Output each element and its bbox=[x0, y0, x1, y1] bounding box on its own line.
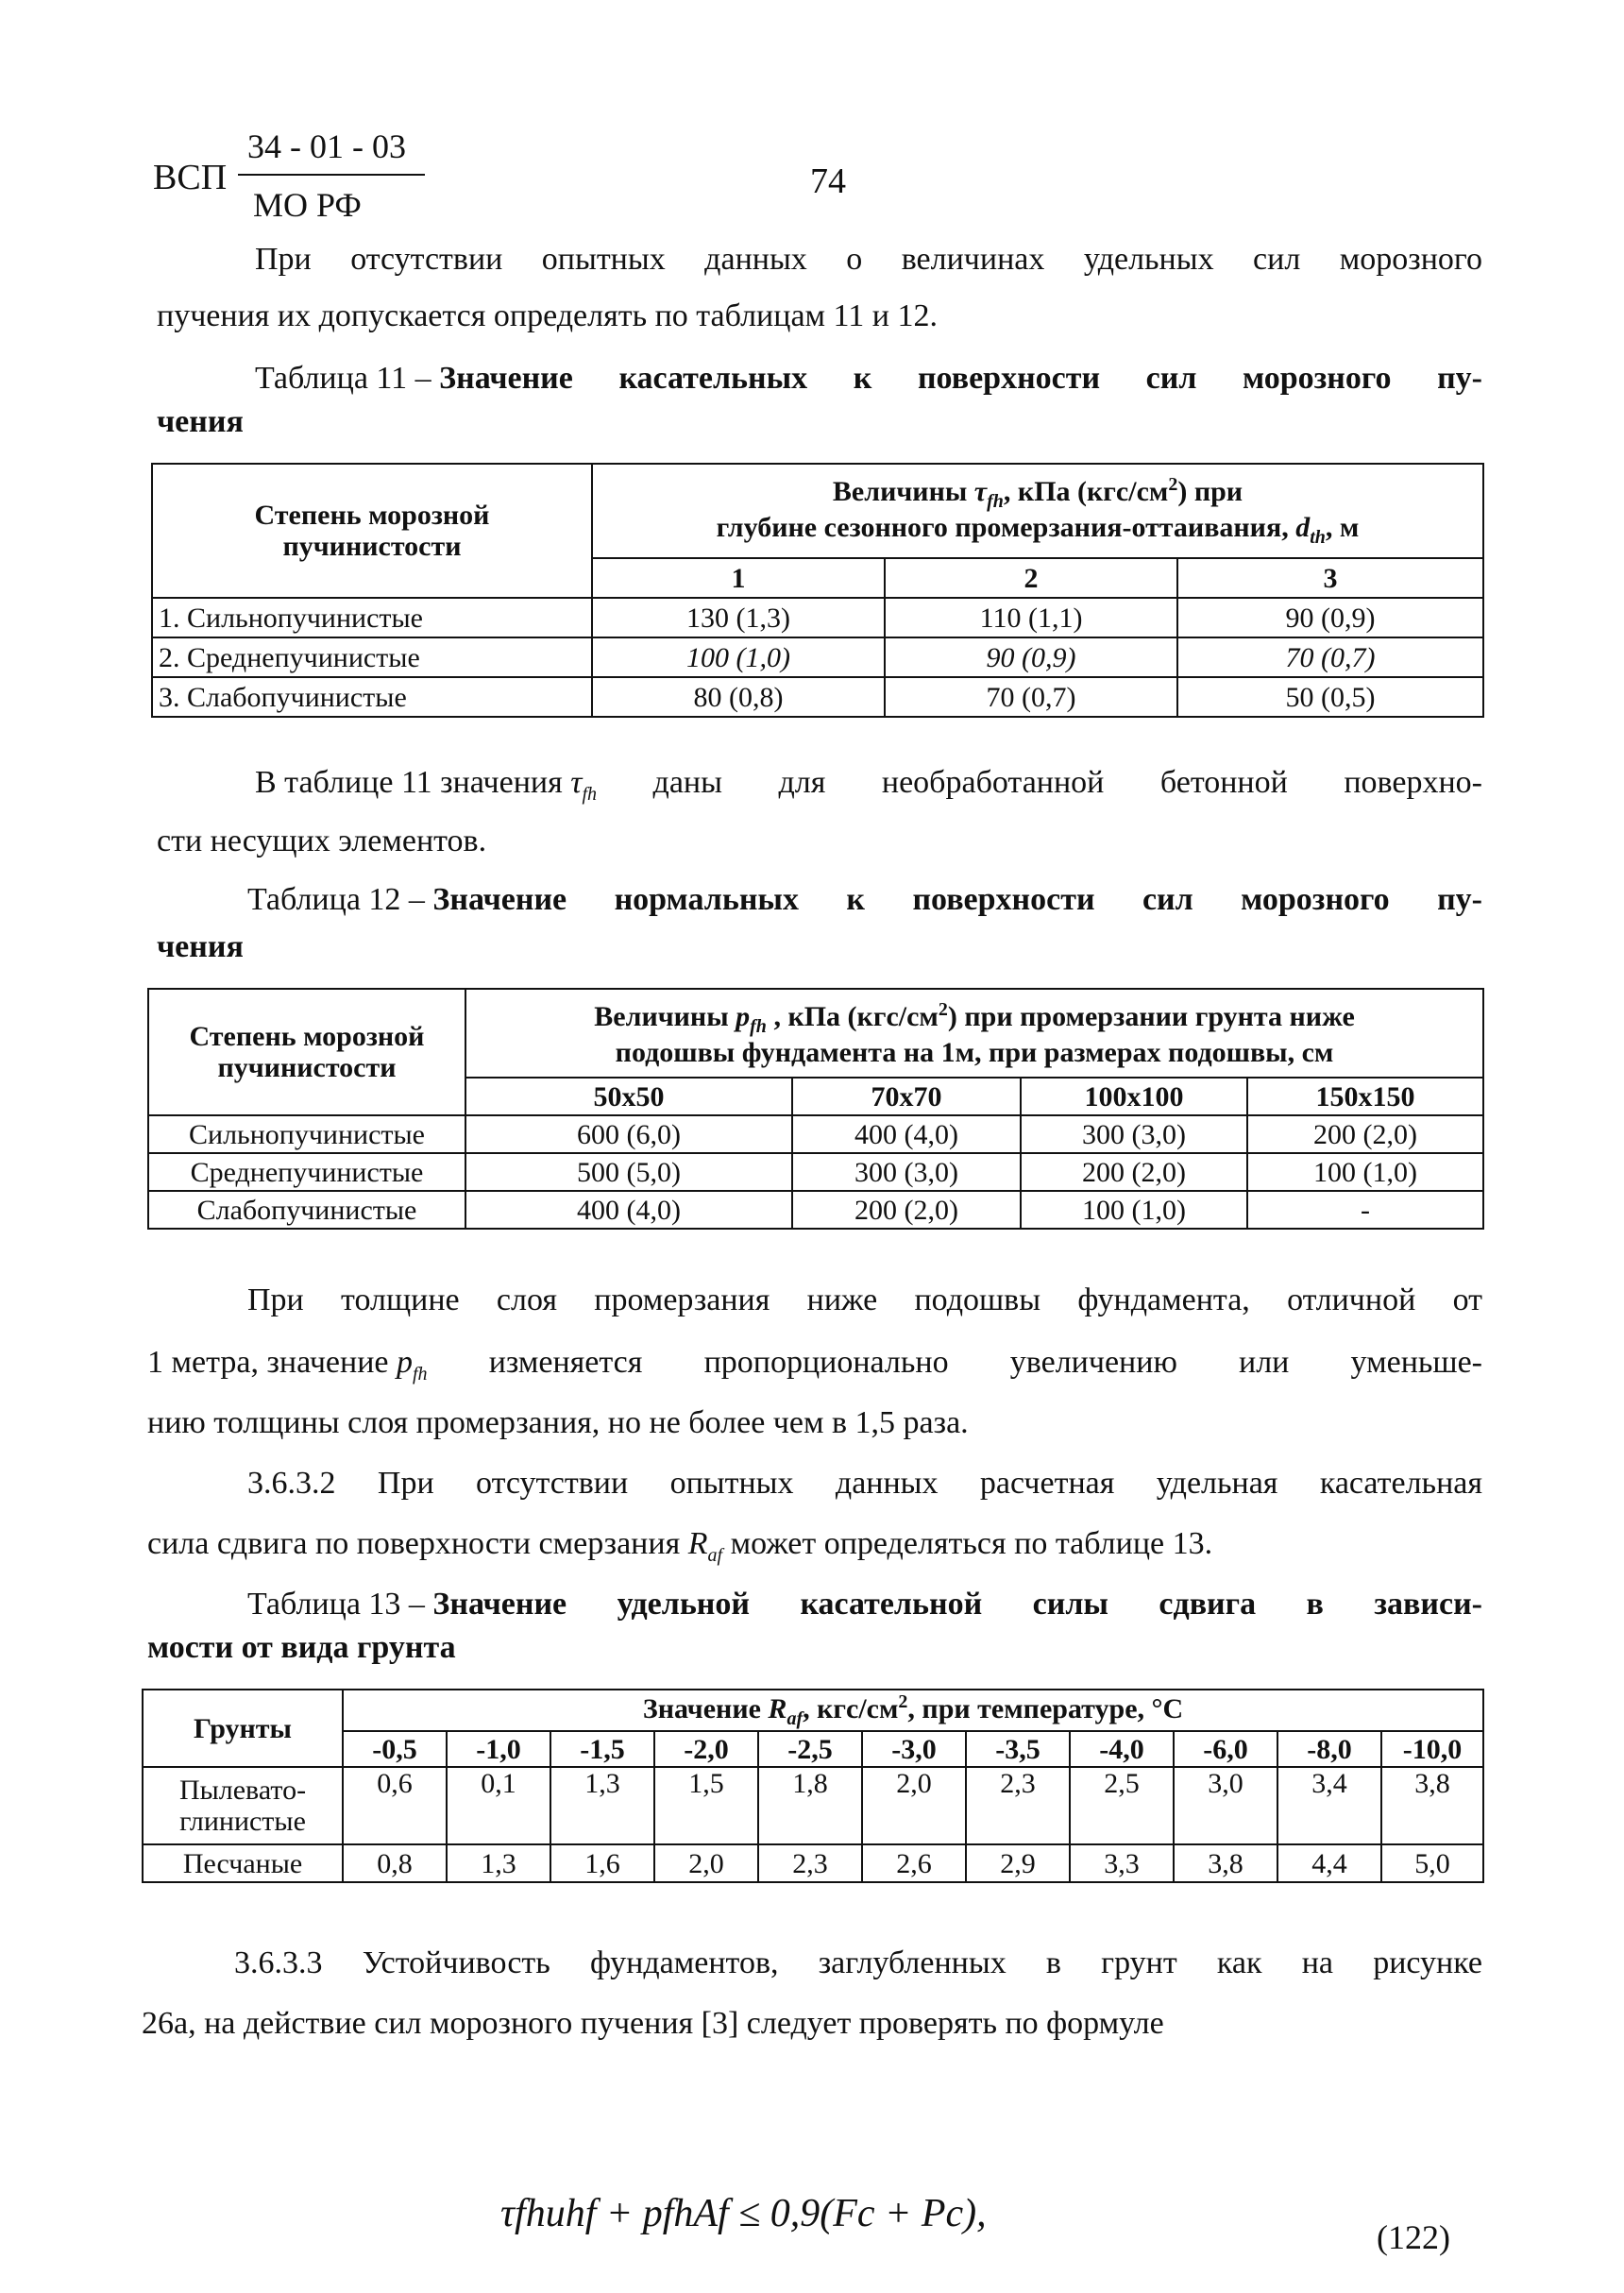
table13-col0-header: Грунты bbox=[143, 1690, 343, 1767]
table12-cell: 600 (6,0) bbox=[465, 1115, 792, 1153]
table13-cell: 3,3 bbox=[1070, 1844, 1174, 1882]
table13-cell: 2,0 bbox=[862, 1767, 966, 1844]
table12-size-header: 50x50 bbox=[465, 1078, 792, 1115]
formula-122: τfhuhf + pfhAf ≤ 0,9(Fc + Pc), bbox=[500, 2192, 987, 2235]
table11-cell: 70 (0,7) bbox=[1177, 637, 1483, 677]
table12-size-header: 100x100 bbox=[1021, 1078, 1247, 1115]
para-3632-line-1: 3.6.3.2 При отсутствии опытных данных расчетная удельная касательная bbox=[247, 1466, 1482, 1501]
table12-values-header: Величины $p_{fh}$ , кПа $(кгс/см^2)$ при промерзании грунта ниже подошвы фундамента на 1м, при размерах подошвы, см bbox=[465, 989, 1483, 1078]
table-row bbox=[148, 1115, 1483, 1153]
table11-cell: 90 (0,9) bbox=[885, 637, 1177, 677]
table13-cell: 0,6 bbox=[343, 1767, 447, 1844]
table13-values-header: Значение $R_{af}$, кгс/$см^2$, при температуре, °С bbox=[343, 1690, 1483, 1731]
intro-line-2: пучения их допускается определять по таблицам 11 и 12. bbox=[157, 298, 938, 333]
table12-caption-title-cont: чения bbox=[157, 929, 244, 964]
table12-cell: 100 (1,0) bbox=[1021, 1191, 1247, 1229]
table13-cell: 2,9 bbox=[966, 1844, 1070, 1882]
table13-cell: 0,8 bbox=[343, 1844, 447, 1882]
table11-cell: 70 (0,7) bbox=[885, 677, 1177, 717]
table12-cell: 500 (5,0) bbox=[465, 1153, 792, 1191]
table-13 bbox=[142, 1689, 1484, 1883]
table11-cell: 50 (0,5) bbox=[1177, 677, 1483, 717]
table11-cell: 130 (1,3) bbox=[592, 598, 885, 637]
table13-temp-header: -8,0 bbox=[1277, 1731, 1381, 1767]
doc-code-denominator: МО РФ bbox=[253, 186, 362, 224]
table13-caption-prefix: Таблица 13 – bbox=[247, 1587, 433, 1622]
table12-caption-title: Значение нормальных к поверхности сил морозного пу- bbox=[432, 882, 1482, 917]
table13-cell: 2,0 bbox=[654, 1844, 758, 1882]
table13-cell: 3,8 bbox=[1381, 1767, 1483, 1844]
table12-cell: 400 (4,0) bbox=[792, 1115, 1021, 1153]
table13-cell: 2,3 bbox=[758, 1844, 862, 1882]
table13-cell: 3,8 bbox=[1174, 1844, 1277, 1882]
table13-cell: 2,3 bbox=[966, 1767, 1070, 1844]
table13-temp-header: -3,0 bbox=[862, 1731, 966, 1767]
note11-line-2: сти несущих элементов. bbox=[157, 824, 487, 858]
table13-caption-title: Значение удельной касательной силы сдвига в зависи- bbox=[432, 1587, 1482, 1622]
table12-row-name: Сильнопучинистые bbox=[148, 1115, 465, 1153]
table13-temp-header: -3,5 bbox=[966, 1731, 1070, 1767]
para-3633-line-2: 26а, на действие сил морозного пучения [3] следует проверять по формуле bbox=[142, 2006, 1164, 2041]
table13-cell: 1,5 bbox=[654, 1767, 758, 1844]
table13-caption-title-cont: мости от вида грунта bbox=[147, 1630, 456, 1665]
table13-row-name: Пылевато- глинистые bbox=[143, 1767, 343, 1844]
table12-caption bbox=[247, 884, 1482, 916]
table11-caption-prefix: Таблица 11 – bbox=[255, 361, 440, 396]
table13-cell: 4,4 bbox=[1277, 1844, 1381, 1882]
table11-cell: 90 (0,9) bbox=[1177, 598, 1483, 637]
formula-number: (122) bbox=[1377, 2218, 1450, 2256]
table12-row-name: Слабопучинистые bbox=[148, 1191, 465, 1229]
table12-cell: 200 (2,0) bbox=[1247, 1115, 1483, 1153]
table13-temp-header: -4,0 bbox=[1070, 1731, 1174, 1767]
thickness-line-2: 1 метра, значение $p_{fh}$ изменяется пропорционально увеличению или уменьше- bbox=[147, 1345, 1482, 1384]
note11-line-1: В таблице 11 значения $\tau_{fh}$ даны для необработанной бетонной поверхно- bbox=[255, 765, 1482, 805]
table11-col0-header: Степень морозной пучинистости bbox=[152, 464, 592, 598]
table12-size-header: 150x150 bbox=[1247, 1078, 1483, 1115]
table12-cell: 300 (3,0) bbox=[1021, 1115, 1247, 1153]
table11-cell: 80 (0,8) bbox=[592, 677, 885, 717]
table13-temp-header: -1,5 bbox=[550, 1731, 654, 1767]
intro-line-1: При отсутствии опытных данных о величинах удельных сил морозного bbox=[255, 242, 1482, 277]
table13-cell: 1,3 bbox=[447, 1844, 550, 1882]
table11-depth-header: 1 bbox=[592, 558, 885, 598]
table13-temp-header: -0,5 bbox=[343, 1731, 447, 1767]
table-row bbox=[143, 1844, 1483, 1882]
table13-temp-header: -6,0 bbox=[1174, 1731, 1277, 1767]
table-11 bbox=[151, 463, 1484, 718]
table11-row-name: 2. Среднепучинистые bbox=[152, 637, 592, 677]
table11-depth-header: 2 bbox=[885, 558, 1177, 598]
table12-cell: 200 (2,0) bbox=[1021, 1153, 1247, 1191]
table-row bbox=[152, 637, 1483, 677]
thickness-line-3: нию толщины слоя промерзания, но не более чем в 1,5 раза. bbox=[147, 1405, 969, 1440]
table11-cell: 100 (1,0) bbox=[592, 637, 885, 677]
table12-caption-prefix: Таблица 12 – bbox=[247, 882, 433, 917]
table13-temp-header: -2,0 bbox=[654, 1731, 758, 1767]
table13-cell: 1,8 bbox=[758, 1767, 862, 1844]
table12-cell: 400 (4,0) bbox=[465, 1191, 792, 1229]
table11-depth-header: 3 bbox=[1177, 558, 1483, 598]
table13-cell: 1,3 bbox=[550, 1767, 654, 1844]
table11-cell: 110 (1,1) bbox=[885, 598, 1177, 637]
table-12 bbox=[147, 988, 1484, 1230]
table13-temp-header: -2,5 bbox=[758, 1731, 862, 1767]
table13-cell: 5,0 bbox=[1381, 1844, 1483, 1882]
para-3633-line-1: 3.6.3.3 Устойчивость фундаментов, заглубленных в грунт как на рисунке bbox=[234, 1945, 1482, 1980]
table13-temp-header: -1,0 bbox=[447, 1731, 550, 1767]
table13-cell: 1,6 bbox=[550, 1844, 654, 1882]
table12-cell: 100 (1,0) bbox=[1247, 1153, 1483, 1191]
table12-size-header: 70x70 bbox=[792, 1078, 1021, 1115]
table11-caption-title-cont: чения bbox=[157, 404, 244, 439]
table-row bbox=[152, 598, 1483, 637]
table11-row-name: 1. Сильнопучинистые bbox=[152, 598, 592, 637]
table12-row-name: Среднепучинистые bbox=[148, 1153, 465, 1191]
table13-cell: 3,0 bbox=[1174, 1767, 1277, 1844]
table12-col0-header: Степень морозной пучинистости bbox=[148, 989, 465, 1115]
doc-code-prefix: ВСП bbox=[153, 158, 228, 197]
table-row bbox=[143, 1767, 1483, 1844]
table13-cell: 0,1 bbox=[447, 1767, 550, 1844]
table13-caption bbox=[247, 1588, 1482, 1621]
doc-code-fraction-line bbox=[238, 174, 425, 176]
table11-caption bbox=[255, 363, 1482, 395]
table-row bbox=[148, 1191, 1483, 1229]
thickness-line-1: При толщине слоя промерзания ниже подошвы фундамента, отличной от bbox=[247, 1282, 1482, 1317]
table13-cell: 3,4 bbox=[1277, 1767, 1381, 1844]
table12-cell: 200 (2,0) bbox=[792, 1191, 1021, 1229]
table13-cell: 2,6 bbox=[862, 1844, 966, 1882]
page-number: 74 bbox=[810, 161, 846, 201]
para-3632-line-2: сила сдвига по поверхности смерзания $R_{af}$ может определяться по таблице 13. bbox=[147, 1526, 1213, 1566]
doc-code-numerator: 34 - 01 - 03 bbox=[247, 127, 406, 165]
table13-cell: 2,5 bbox=[1070, 1767, 1174, 1844]
table13-temp-header: -10,0 bbox=[1381, 1731, 1483, 1767]
table-row bbox=[152, 677, 1483, 717]
table11-caption-title: Значение касательных к поверхности сил морозного пу- bbox=[439, 361, 1482, 396]
table11-row-name: 3. Слабопучинистые bbox=[152, 677, 592, 717]
table-row bbox=[148, 1153, 1483, 1191]
table12-cell: - bbox=[1247, 1191, 1483, 1229]
table12-cell: 300 (3,0) bbox=[792, 1153, 1021, 1191]
table13-row-name: Песчаные bbox=[143, 1844, 343, 1882]
table11-values-header: Величины $\tau_{fh}$, кПа $(кгс/см^2)$ при глубине сезонного промерзания-оттаивания, $d_{th}$, м bbox=[592, 464, 1483, 558]
